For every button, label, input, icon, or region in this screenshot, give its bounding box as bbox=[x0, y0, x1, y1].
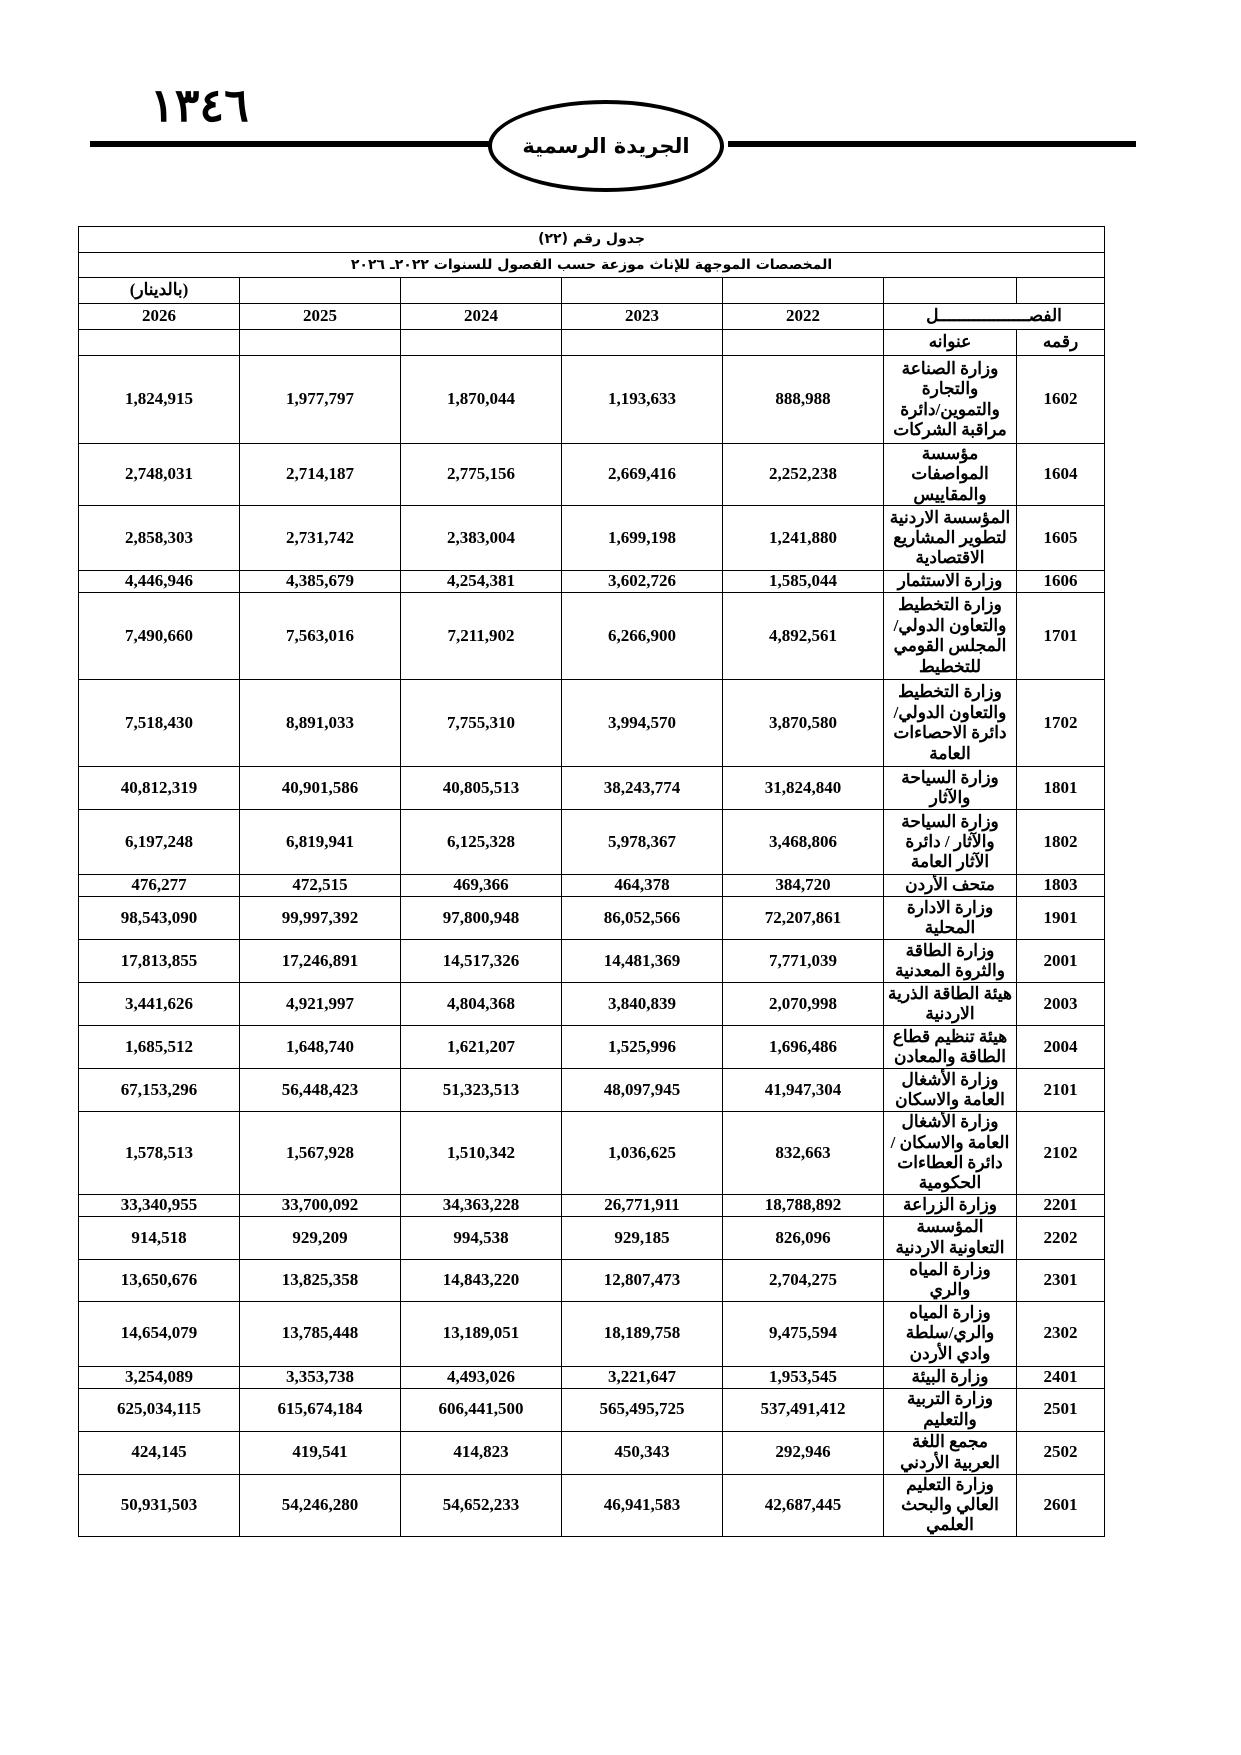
table-row bbox=[79, 1026, 1105, 1069]
value-cell-2026: 424,145 bbox=[79, 1431, 240, 1474]
value-cell-2023: 86,052,566 bbox=[562, 897, 723, 940]
value-cell-2022: 832,663 bbox=[723, 1112, 884, 1195]
value-cell-2022: 3,468,806 bbox=[723, 810, 884, 875]
value-cell-2025: 4,921,997 bbox=[240, 983, 401, 1026]
table-row bbox=[79, 1431, 1105, 1474]
value-cell-2022: 537,491,412 bbox=[723, 1388, 884, 1431]
value-cell-2023: 12,807,473 bbox=[562, 1259, 723, 1301]
value-cell-2023: 5,978,367 bbox=[562, 810, 723, 875]
table-row bbox=[79, 506, 1105, 571]
value-cell-2022: 72,207,861 bbox=[723, 897, 884, 940]
value-cell-2022: 2,704,275 bbox=[723, 1259, 884, 1301]
value-cell-2026: 7,490,660 bbox=[79, 593, 240, 680]
chapter-code: 2201 bbox=[1017, 1194, 1105, 1216]
value-cell-2024: 1,870,044 bbox=[401, 356, 562, 444]
chapter-title: وزارة السياحة والآثار / دائرة الآثار العامة bbox=[884, 810, 1017, 875]
value-cell-2023: 18,189,758 bbox=[562, 1301, 723, 1366]
value-cell-2025: 6,819,941 bbox=[240, 810, 401, 875]
value-cell-2025: 7,563,016 bbox=[240, 593, 401, 680]
value-cell-2025: 54,246,280 bbox=[240, 1474, 401, 1536]
value-cell-2024: 7,211,902 bbox=[401, 593, 562, 680]
value-cell-2022: 2,070,998 bbox=[723, 983, 884, 1026]
value-cell-2022: 384,720 bbox=[723, 875, 884, 897]
value-cell-2024: 2,383,004 bbox=[401, 506, 562, 571]
chapter-code: 2301 bbox=[1017, 1259, 1105, 1301]
value-cell-2023: 26,771,911 bbox=[562, 1194, 723, 1216]
empty-cell bbox=[79, 330, 240, 356]
chapter-code: 2102 bbox=[1017, 1112, 1105, 1195]
value-cell-2026: 14,654,079 bbox=[79, 1301, 240, 1366]
empty-cell bbox=[884, 278, 1017, 304]
empty-cell bbox=[1017, 278, 1105, 304]
value-cell-2024: 6,125,328 bbox=[401, 810, 562, 875]
value-cell-2025: 472,515 bbox=[240, 875, 401, 897]
value-cell-2026: 33,340,955 bbox=[79, 1194, 240, 1216]
value-cell-2023: 3,221,647 bbox=[562, 1366, 723, 1388]
table-row bbox=[79, 1366, 1105, 1388]
chapter-code: 1606 bbox=[1017, 571, 1105, 593]
chapter-title: وزارة المياه والري bbox=[884, 1259, 1017, 1301]
year-header: 2025 bbox=[240, 304, 401, 330]
value-cell-2026: 13,650,676 bbox=[79, 1259, 240, 1301]
value-cell-2022: 7,771,039 bbox=[723, 940, 884, 983]
value-cell-2023: 2,669,416 bbox=[562, 444, 723, 506]
value-cell-2026: 1,578,513 bbox=[79, 1112, 240, 1195]
value-cell-2022: 42,687,445 bbox=[723, 1474, 884, 1536]
value-cell-2023: 464,378 bbox=[562, 875, 723, 897]
value-cell-2023: 3,994,570 bbox=[562, 680, 723, 767]
value-cell-2025: 8,891,033 bbox=[240, 680, 401, 767]
value-cell-2024: 1,621,207 bbox=[401, 1026, 562, 1069]
value-cell-2022: 826,096 bbox=[723, 1216, 884, 1259]
value-cell-2024: 2,775,156 bbox=[401, 444, 562, 506]
value-cell-2026: 3,254,089 bbox=[79, 1366, 240, 1388]
value-cell-2022: 3,870,580 bbox=[723, 680, 884, 767]
chapter-title: وزارة الطاقة والثروة المعدنية bbox=[884, 940, 1017, 983]
value-cell-2024: 606,441,500 bbox=[401, 1388, 562, 1431]
chapter-title: مجمع اللغة العربية الأردني bbox=[884, 1431, 1017, 1474]
chapter-title: وزارة البيئة bbox=[884, 1366, 1017, 1388]
value-cell-2025: 3,353,738 bbox=[240, 1366, 401, 1388]
value-cell-2024: 414,823 bbox=[401, 1431, 562, 1474]
value-cell-2024: 4,493,026 bbox=[401, 1366, 562, 1388]
value-cell-2022: 18,788,892 bbox=[723, 1194, 884, 1216]
allocations-table bbox=[78, 226, 1105, 1537]
chapter-title: وزارة الادارة المحلية bbox=[884, 897, 1017, 940]
value-cell-2026: 1,824,915 bbox=[79, 356, 240, 444]
value-cell-2025: 56,448,423 bbox=[240, 1069, 401, 1112]
chapter-code: 2302 bbox=[1017, 1301, 1105, 1366]
value-cell-2022: 1,241,880 bbox=[723, 506, 884, 571]
table-row bbox=[79, 1388, 1105, 1431]
value-cell-2024: 469,366 bbox=[401, 875, 562, 897]
empty-cell bbox=[401, 278, 562, 304]
value-cell-2023: 1,699,198 bbox=[562, 506, 723, 571]
chapter-title: متحف الأردن bbox=[884, 875, 1017, 897]
value-cell-2024: 4,254,381 bbox=[401, 571, 562, 593]
value-cell-2023: 565,495,725 bbox=[562, 1388, 723, 1431]
value-cell-2022: 4,892,561 bbox=[723, 593, 884, 680]
value-cell-2025: 2,714,187 bbox=[240, 444, 401, 506]
value-cell-2025: 99,997,392 bbox=[240, 897, 401, 940]
value-cell-2024: 14,843,220 bbox=[401, 1259, 562, 1301]
chapter-code: 1803 bbox=[1017, 875, 1105, 897]
value-cell-2022: 9,475,594 bbox=[723, 1301, 884, 1366]
value-cell-2024: 994,538 bbox=[401, 1216, 562, 1259]
value-cell-2022: 31,824,840 bbox=[723, 767, 884, 810]
value-cell-2024: 7,755,310 bbox=[401, 680, 562, 767]
value-cell-2022: 1,585,044 bbox=[723, 571, 884, 593]
table-row bbox=[79, 940, 1105, 983]
chapter-code: 1901 bbox=[1017, 897, 1105, 940]
gazette-title: الجريدة الرسمية bbox=[522, 134, 690, 158]
value-cell-2025: 13,785,448 bbox=[240, 1301, 401, 1366]
chapter-code: 2202 bbox=[1017, 1216, 1105, 1259]
table-row bbox=[79, 875, 1105, 897]
value-cell-2025: 1,977,797 bbox=[240, 356, 401, 444]
chapter-title: وزارة الاستثمار bbox=[884, 571, 1017, 593]
chapter-code: 2001 bbox=[1017, 940, 1105, 983]
value-cell-2026: 3,441,626 bbox=[79, 983, 240, 1026]
year-header: 2026 bbox=[79, 304, 240, 330]
chapter-title: وزارة الزراعة bbox=[884, 1194, 1017, 1216]
gazette-title-oval bbox=[488, 100, 724, 192]
value-cell-2024: 34,363,228 bbox=[401, 1194, 562, 1216]
value-cell-2023: 1,036,625 bbox=[562, 1112, 723, 1195]
chapter-title: وزارة الصناعة والتجارة والتموين/دائرة مراقبة الشركات bbox=[884, 356, 1017, 444]
value-cell-2024: 1,510,342 bbox=[401, 1112, 562, 1195]
value-cell-2023: 46,941,583 bbox=[562, 1474, 723, 1536]
value-cell-2024: 14,517,326 bbox=[401, 940, 562, 983]
table-row bbox=[79, 897, 1105, 940]
table-row bbox=[79, 1069, 1105, 1112]
chapter-code: 1801 bbox=[1017, 767, 1105, 810]
chapter-code: 2401 bbox=[1017, 1366, 1105, 1388]
table-row bbox=[79, 444, 1105, 506]
empty-cell bbox=[723, 278, 884, 304]
value-cell-2026: 2,858,303 bbox=[79, 506, 240, 571]
value-cell-2025: 419,541 bbox=[240, 1431, 401, 1474]
value-cell-2023: 6,266,900 bbox=[562, 593, 723, 680]
value-cell-2023: 48,097,945 bbox=[562, 1069, 723, 1112]
empty-cell bbox=[240, 330, 401, 356]
table-subtitle: المخصصات الموجهة للإناث موزعة حسب الفصول للسنوات ٢٠٢٢ـ ٢٠٢٦ bbox=[79, 253, 1105, 278]
value-cell-2026: 40,812,319 bbox=[79, 767, 240, 810]
value-cell-2025: 13,825,358 bbox=[240, 1259, 401, 1301]
year-header: 2024 bbox=[401, 304, 562, 330]
unit-label: (بالدينار) bbox=[79, 278, 240, 304]
value-cell-2026: 625,034,115 bbox=[79, 1388, 240, 1431]
value-cell-2023: 929,185 bbox=[562, 1216, 723, 1259]
table-row bbox=[79, 1112, 1105, 1195]
table-row bbox=[79, 1194, 1105, 1216]
chapter-title: مؤسسة المواصفات والمقاييس bbox=[884, 444, 1017, 506]
header-rule-right bbox=[728, 141, 1136, 147]
value-cell-2022: 2,252,238 bbox=[723, 444, 884, 506]
chapter-code: 1802 bbox=[1017, 810, 1105, 875]
value-cell-2022: 292,946 bbox=[723, 1431, 884, 1474]
table-row bbox=[79, 1301, 1105, 1366]
table-row bbox=[79, 1216, 1105, 1259]
value-cell-2026: 2,748,031 bbox=[79, 444, 240, 506]
value-cell-2024: 40,805,513 bbox=[401, 767, 562, 810]
value-cell-2025: 33,700,092 bbox=[240, 1194, 401, 1216]
chapter-code: 1702 bbox=[1017, 680, 1105, 767]
chapter-code: 1602 bbox=[1017, 356, 1105, 444]
col-title-header: عنوانه bbox=[884, 330, 1017, 356]
chapter-title: وزارة التربية والتعليم bbox=[884, 1388, 1017, 1431]
table-row bbox=[79, 1259, 1105, 1301]
table-row bbox=[79, 983, 1105, 1026]
value-cell-2023: 3,840,839 bbox=[562, 983, 723, 1026]
value-cell-2025: 1,567,928 bbox=[240, 1112, 401, 1195]
value-cell-2023: 14,481,369 bbox=[562, 940, 723, 983]
table-row bbox=[79, 571, 1105, 593]
chapter-code: 2502 bbox=[1017, 1431, 1105, 1474]
col-code-header: رقمه bbox=[1017, 330, 1105, 356]
empty-cell bbox=[401, 330, 562, 356]
chapter-title: وزارة المياه والري/سلطة وادي الأردن bbox=[884, 1301, 1017, 1366]
value-cell-2023: 1,193,633 bbox=[562, 356, 723, 444]
table-row bbox=[79, 356, 1105, 444]
value-cell-2023: 1,525,996 bbox=[562, 1026, 723, 1069]
value-cell-2023: 38,243,774 bbox=[562, 767, 723, 810]
chapter-code: 2004 bbox=[1017, 1026, 1105, 1069]
chapter-title: المؤسسة التعاونية الاردنية bbox=[884, 1216, 1017, 1259]
value-cell-2025: 929,209 bbox=[240, 1216, 401, 1259]
chapter-title: وزارة الأشغال العامة والاسكان bbox=[884, 1069, 1017, 1112]
value-cell-2026: 50,931,503 bbox=[79, 1474, 240, 1536]
table-row bbox=[79, 1474, 1105, 1536]
value-cell-2026: 17,813,855 bbox=[79, 940, 240, 983]
value-cell-2026: 914,518 bbox=[79, 1216, 240, 1259]
value-cell-2026: 1,685,512 bbox=[79, 1026, 240, 1069]
chapter-header: الفصــــــــــــــــــل bbox=[884, 304, 1105, 330]
chapter-title: المؤسسة الاردنية لتطوير المشاريع الاقتصادية bbox=[884, 506, 1017, 571]
table-row bbox=[79, 767, 1105, 810]
chapter-code: 2003 bbox=[1017, 983, 1105, 1026]
chapter-code: 2501 bbox=[1017, 1388, 1105, 1431]
table-row bbox=[79, 810, 1105, 875]
chapter-title: هيئة تنظيم قطاع الطاقة والمعادن bbox=[884, 1026, 1017, 1069]
table-title: جدول رقم (٢٢) bbox=[79, 227, 1105, 253]
year-header: 2022 bbox=[723, 304, 884, 330]
value-cell-2026: 4,446,946 bbox=[79, 571, 240, 593]
value-cell-2024: 54,652,233 bbox=[401, 1474, 562, 1536]
chapter-code: 1605 bbox=[1017, 506, 1105, 571]
value-cell-2024: 13,189,051 bbox=[401, 1301, 562, 1366]
empty-cell bbox=[240, 278, 401, 304]
chapter-code: 1701 bbox=[1017, 593, 1105, 680]
chapter-code: 2601 bbox=[1017, 1474, 1105, 1536]
chapter-title: هيئة الطاقة الذرية الاردنية bbox=[884, 983, 1017, 1026]
year-header: 2023 bbox=[562, 304, 723, 330]
value-cell-2026: 476,277 bbox=[79, 875, 240, 897]
value-cell-2026: 98,543,090 bbox=[79, 897, 240, 940]
value-cell-2025: 615,674,184 bbox=[240, 1388, 401, 1431]
value-cell-2022: 1,953,545 bbox=[723, 1366, 884, 1388]
empty-cell bbox=[723, 330, 884, 356]
value-cell-2026: 67,153,296 bbox=[79, 1069, 240, 1112]
value-cell-2024: 4,804,368 bbox=[401, 983, 562, 1026]
value-cell-2024: 51,323,513 bbox=[401, 1069, 562, 1112]
value-cell-2025: 17,246,891 bbox=[240, 940, 401, 983]
value-cell-2026: 7,518,430 bbox=[79, 680, 240, 767]
chapter-title: وزارة التخطيط والتعاون الدولي/ المجلس القومي للتخطيط bbox=[884, 593, 1017, 680]
value-cell-2023: 3,602,726 bbox=[562, 571, 723, 593]
chapter-title: وزارة التخطيط والتعاون الدولي/ دائرة الاحصاءات العامة bbox=[884, 680, 1017, 767]
value-cell-2023: 450,343 bbox=[562, 1431, 723, 1474]
chapter-title: وزارة السياحة والآثار bbox=[884, 767, 1017, 810]
header-rule-left bbox=[90, 141, 490, 147]
value-cell-2024: 97,800,948 bbox=[401, 897, 562, 940]
value-cell-2022: 41,947,304 bbox=[723, 1069, 884, 1112]
value-cell-2025: 40,901,586 bbox=[240, 767, 401, 810]
chapter-title: وزارة الأشغال العامة والاسكان / دائرة العطاءات الحكومية bbox=[884, 1112, 1017, 1195]
table-row bbox=[79, 680, 1105, 767]
value-cell-2025: 1,648,740 bbox=[240, 1026, 401, 1069]
empty-cell bbox=[562, 278, 723, 304]
chapter-code: 1604 bbox=[1017, 444, 1105, 506]
value-cell-2025: 4,385,679 bbox=[240, 571, 401, 593]
value-cell-2026: 6,197,248 bbox=[79, 810, 240, 875]
chapter-code: 2101 bbox=[1017, 1069, 1105, 1112]
page-number: ١٣٤٦ bbox=[150, 78, 249, 132]
table-row bbox=[79, 593, 1105, 680]
empty-cell bbox=[562, 330, 723, 356]
chapter-title: وزارة التعليم العالي والبحث العلمي bbox=[884, 1474, 1017, 1536]
value-cell-2022: 1,696,486 bbox=[723, 1026, 884, 1069]
value-cell-2022: 888,988 bbox=[723, 356, 884, 444]
value-cell-2025: 2,731,742 bbox=[240, 506, 401, 571]
